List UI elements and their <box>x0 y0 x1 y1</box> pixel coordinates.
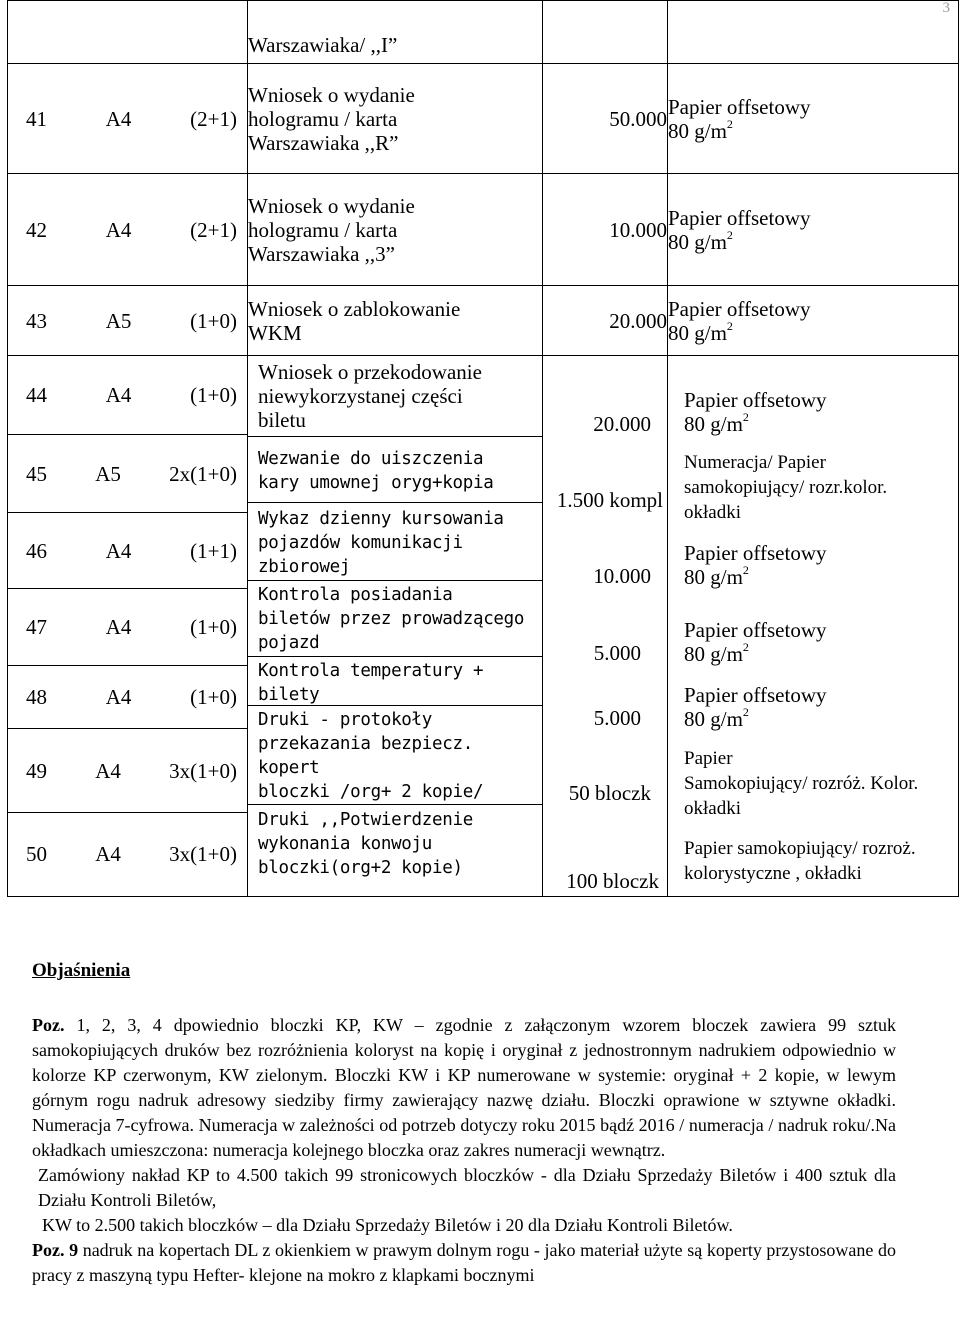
paper-cell: Papier offsetowy 80 $g/m^2$ <box>668 64 959 174</box>
description-cell: Wniosek o wydanie hologramu / karta Warszawiaka ,,3” <box>248 174 543 286</box>
paper-cell: Papier offsetowy 80 $g/m^2$ <box>668 286 959 356</box>
item-pages: (2+1) <box>190 106 237 131</box>
description-block: Druki ,,Potwierdzenie wykonania konwoju bloczki(org+2 kopie) <box>258 810 473 878</box>
item-pages: (1+0) <box>190 308 237 333</box>
item-number: 42 <box>26 217 47 242</box>
page-number: 3 <box>942 0 950 16</box>
item-id-row: 47 A4 (1+0) <box>8 589 247 666</box>
description-block: Wniosek o przekodowanie niewykorzystanej części biletu <box>248 356 542 437</box>
paper-spec: Numeracja/ Papier samokopiujący/ rozr.kolor. okładki <box>684 452 888 523</box>
quantity-cell: 20.000 <box>543 286 668 356</box>
print-spec-table <box>7 0 959 897</box>
description-block: Wykaz dzienny kursowania pojazdów komunikacji zbiorowej <box>248 503 542 581</box>
paper-spec: Papier offsetowy 80 $g/m^2$ <box>684 388 827 436</box>
item-id-row: 49 A4 3x(1+0) <box>8 729 247 813</box>
item-id-row: 45 A5 2x(1+0) <box>8 435 247 513</box>
description-cell: Warszawiaka/ ,,I” <box>248 1 543 64</box>
item-id-row: 48 A4 (1+0) <box>8 666 247 729</box>
table-row <box>8 174 959 286</box>
explanation-paragraph: Poz. 1, 2, 3, 4 dpowiednio bloczki KP, KW – zgodnie z załączonym wzorem bloczek zawiera 99 sztuk samokopiujących druków bez rozróżnienia koloryst na kopię i oryginał z jednostronnym nadrukiem odpowiednio w kolorze KP czerwonym, KW zielonym. Bloczki KW i KP numerowane w systemie: oryginał + 2 kopie, w lewym górnym rogu nadruk adresowy siedziby firmy zawierający nazwę działu. Bloczki oprawione w sztywne okładki. Numeracja 7-cyfrowa. Numeracja w zależności od potrzeb dotyczy roku 2015 bądź 2016 / numeracja / nadruk roku/.Na okładkach umieszczona: numeracja kolejnego bloczka oraz zakres numeracji wewnątrz. <box>32 1015 897 1160</box>
item-number: 41 <box>26 106 47 131</box>
item-format: A4 <box>105 217 132 242</box>
paper-cell: Papier offsetowy 80 $g/m^2$ <box>668 174 959 286</box>
quantity-value: 10.000 <box>593 564 651 588</box>
explanations-heading: Objaśnienia <box>32 960 131 981</box>
paper-spec: Papier offsetowy 80 $g/m^2$ <box>684 683 827 731</box>
quantity-cell: 50.000 <box>543 64 668 174</box>
paper-spec: Papier Samokopiujący/ rozróż. Kolor. okładki <box>684 748 919 819</box>
explanations-section <box>32 958 896 1288</box>
quantity-value: 5.000 <box>593 706 641 730</box>
table-row <box>8 1 959 64</box>
item-pages: (2+1) <box>190 217 237 242</box>
paper-spec: Papier offsetowy 80 $g/m^2$ <box>684 541 827 589</box>
explanation-paragraph: Zamówiony nakład KP to 4.500 takich 99 stronicowych bloczków - dla Działu Sprzedaży Biletów i 400 sztuk dla Działu Kontroli Biletów, <box>38 1165 896 1210</box>
item-id-row: 50 A4 3x(1+0) <box>26 842 237 866</box>
description-block: Kontrola temperatury + bilety <box>248 657 542 706</box>
paper-spec: Papier samokopiujący/ rozroż. kolorystyczne , okładki <box>684 838 916 884</box>
quantity-value: 20.000 <box>593 412 651 436</box>
description-cell: Wniosek o wydanie hologramu / karta Warszawiaka ,,R” <box>248 64 543 174</box>
description-stack-cell <box>248 356 543 897</box>
quantity-stack-cell <box>543 356 668 897</box>
description-block: Druki - protokoły przekazania bezpiecz. kopert bloczki /org+ 2 kopie/ <box>248 706 542 805</box>
table-row <box>8 64 959 174</box>
paper-spec: Papier offsetowy 80 $g/m^2$ <box>684 618 827 666</box>
quantity-value: 5.000 <box>593 641 641 665</box>
quantity-value: 1.500 kompl <box>556 488 663 512</box>
description-cell: Wniosek o zablokowanie WKM <box>248 286 543 356</box>
table-row <box>8 356 959 897</box>
description-block: Kontrola posiadania biletów przez prowadzącego pojazd <box>248 581 542 657</box>
quantity-cell: 10.000 <box>543 174 668 286</box>
explanation-paragraph: KW to 2.500 takich bloczków – dla Działu Sprzedaży Biletów i 20 dla Działu Kontroli Biletów. <box>42 1215 733 1235</box>
paper-stack-cell <box>668 356 959 897</box>
item-format: A4 <box>105 106 132 131</box>
item-format: A5 <box>105 308 132 333</box>
quantity-value: 50 bloczk <box>568 781 651 805</box>
table-row <box>8 286 959 356</box>
description-block: Wezwanie do uiszczenia kary umownej oryg+kopia <box>248 437 542 503</box>
quantity-value: 100 bloczk <box>566 869 659 893</box>
item-number: 43 <box>26 308 47 333</box>
item-id-row: 46 A4 (1+1) <box>8 513 247 589</box>
explanation-paragraph: Poz. 9 nadruk na kopertach DL z okienkiem w prawym dolnym rogu - jako materiał użyte są koperty przystosowane do pracy z maszyną typu Hefter- klejone na mokro z klapkami bocznymi <box>32 1240 897 1285</box>
item-ids-cell <box>8 356 248 897</box>
item-id-row: 44 A4 (1+0) <box>8 356 247 435</box>
